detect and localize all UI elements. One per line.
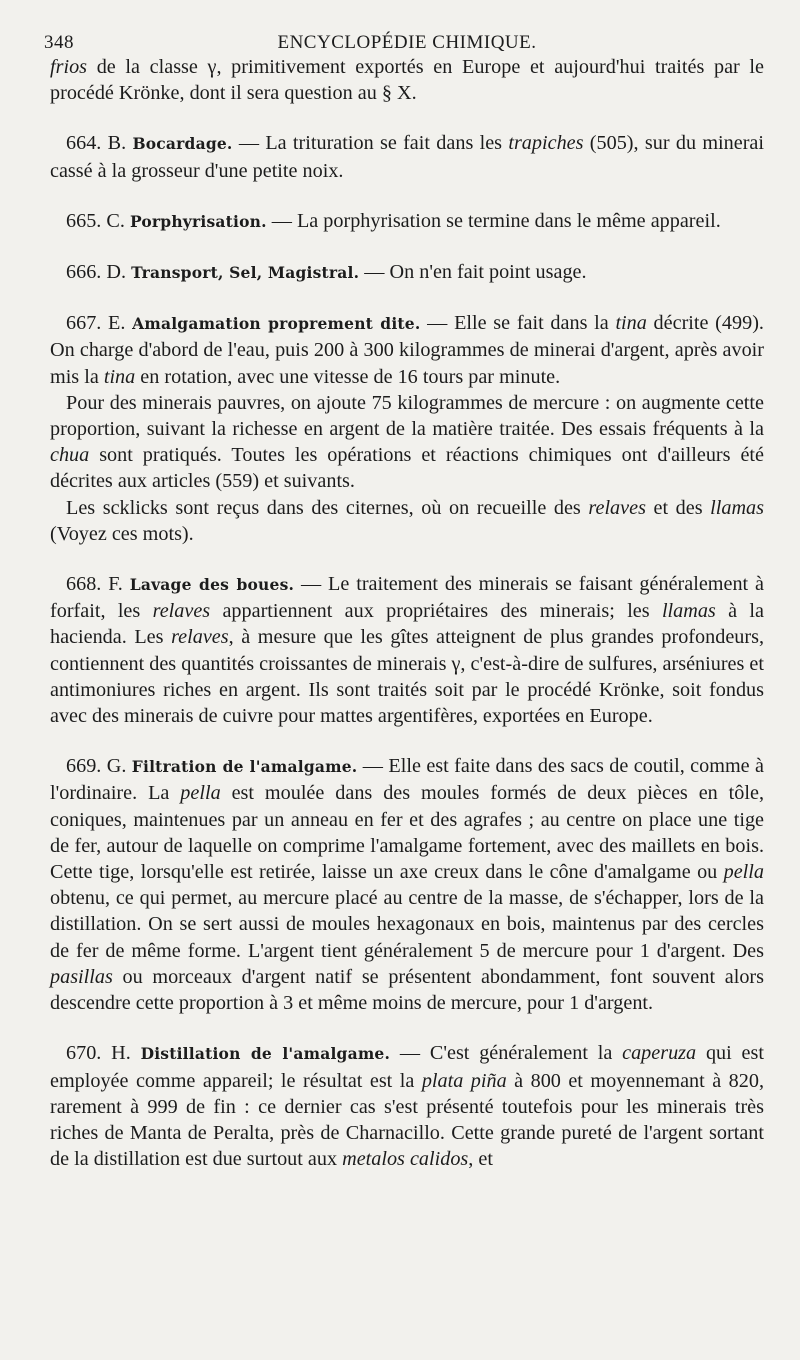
- italic-term: llamas: [710, 496, 764, 519]
- section-heading: Porphyrisation.: [129, 211, 267, 231]
- text-run: , et: [468, 1148, 493, 1171]
- italic-term: plata piña: [421, 1069, 507, 1092]
- text-run: (Voyez ces mots).: [50, 522, 194, 545]
- text-run: (505), sur du minerai cassé à la grosseur d'une petite noix.: [50, 132, 764, 182]
- section-heading: Bocardage.: [132, 134, 233, 154]
- section-number: 665. C.: [66, 209, 130, 232]
- italic-term: tina: [615, 312, 647, 335]
- italic-term: pella: [723, 861, 764, 884]
- italic-term: relaves: [588, 496, 646, 519]
- italic-term: relaves: [171, 626, 229, 649]
- running-title: ENCYCLOPÉDIE CHIMIQUE.: [277, 32, 537, 53]
- running-header: [44, 28, 764, 54]
- section-668: [50, 571, 764, 729]
- section-666: [50, 259, 764, 286]
- section-669: [50, 753, 764, 1016]
- text-run: à la hacienda. Les: [50, 600, 764, 649]
- text-run: , à mesure que les gîtes atteignent de plus grandes profondeurs, contiennent des quantités croissantes de minerais γ, c'est-à-dire de sulfures, arséniures et antimoniures riches en argent. Ils sont traités soit par le procédé Krönke, soit fondus avec des minerais de cuivre pour mattes argentifères, exportées en Europe.: [50, 626, 764, 728]
- section-665: [50, 208, 764, 235]
- text-run: est moulée dans des moules formés de deux pièces en tôle, coniques, maintenues par un anneau en fer et des agrafes ; au centre on place une tige de fer, autour de laquelle on comprime l'amalgame fortement, avec des maillets en bois. Cette tige, lorsqu'elle est retirée, laisse un axe creux dans le cône d'amalgame ou: [50, 782, 764, 884]
- text-run: — C'est généralement la: [390, 1042, 623, 1065]
- italic-term: tina: [103, 365, 136, 388]
- text-run: Pour des minerais pauvres, on ajoute 75 kilogrammes de mercure : on augmente cette proportion, suivant la richesse en argent de la matière traitée. Des essais fréquents à la: [50, 391, 764, 441]
- text-run: — Elle est faite dans des sacs de coutil, comme à l'ordinaire. La: [50, 755, 764, 805]
- paragraph-continuation: [50, 54, 764, 106]
- paragraph: [50, 495, 764, 547]
- text-run: — Elle se fait dans la: [420, 312, 616, 335]
- italic-term: metalos calidos: [342, 1148, 469, 1171]
- text-run: appartiennent aux propriétaires des minerais; les: [210, 600, 662, 623]
- italic-term: frios: [50, 56, 88, 78]
- text-run: Les scklicks sont reçus dans des citernes, où on recueille des: [66, 496, 589, 519]
- section-664: [50, 130, 764, 183]
- text-run: décrite (499). On charge d'abord de l'eau, puis 200 à 300 kilogrammes de minerai d'argent, après avoir mis la: [50, 312, 764, 388]
- italic-term: caperuza: [622, 1042, 697, 1065]
- section-heading: Transport, Sel, Magistral.: [131, 263, 360, 283]
- section-heading: Lavage des boues.: [129, 575, 295, 595]
- section-heading: Distillation de l'amalgame.: [140, 1044, 391, 1064]
- section-number: 670. H.: [66, 1042, 141, 1065]
- text-run: sont pratiqués. Toutes les opérations et réactions chimiques ont d'ailleurs été décrites aux articles (559) et suivants.: [50, 444, 764, 493]
- paragraph: [50, 390, 764, 495]
- page-body: [50, 54, 764, 1172]
- italic-term: chua: [50, 444, 90, 467]
- italic-term: pella: [180, 782, 221, 805]
- text-run: en rotation, avec une vitesse de 16 tours par minute.: [135, 365, 561, 388]
- text-run: à 800 et moyennemant à 820, rarement à 999 de fin : ce dernier cas s'est présenté toutefois pour les minerais très riches de Manta de Peralta, près de Charnacillo. Cette grande pureté de l'argent sortant de la distillation est due surtout aux: [50, 1069, 764, 1171]
- section-heading: Amalgamation proprement dite.: [132, 314, 421, 334]
- section-number: 664. B.: [66, 132, 133, 155]
- text-run: — La trituration se fait dans les: [232, 132, 509, 155]
- section-667: [50, 310, 764, 390]
- text-run: de la classe γ, primitivement exportés en Europe et aujourd'hui traités par le procédé Krönke, dont il sera question au § X.: [50, 56, 764, 105]
- text-run: obtenu, ce qui permet, au mercure placé au centre de la masse, de s'échapper, lors de la distillation. On se sert aussi de moules hexagonaux en bois, maintenus par des cercles de fer de même forme. L'argent tient généralement 5 de mercure pour 1 d'argent. Des: [50, 887, 764, 962]
- text-run: — Le traitement des minerais se faisant généralement à forfait, les: [50, 573, 764, 623]
- section-number: 666. D.: [66, 261, 132, 284]
- italic-term: trapiches: [508, 132, 584, 155]
- text-run: qui est employée comme appareil; le résultat est la: [50, 1042, 764, 1092]
- page-number: 348: [44, 32, 74, 53]
- section-number: 669. G.: [66, 755, 132, 778]
- italic-term: pasillas: [50, 965, 113, 988]
- text-run: — On n'en fait point usage.: [359, 261, 587, 284]
- section-heading: Filtration de l'amalgame.: [131, 757, 358, 777]
- section-number: 668. F.: [66, 573, 130, 596]
- text-run: — La porphyrisation se termine dans le même appareil.: [266, 209, 721, 232]
- section-number: 667. E.: [66, 312, 133, 335]
- text-run: ou morceaux d'argent natif se présentent abondamment, font souvent alors descendre cette proportion à 3 et même moins de mercure, pour 1 d'argent.: [50, 965, 764, 1015]
- italic-term: llamas: [661, 600, 716, 623]
- italic-term: relaves: [152, 600, 211, 623]
- text-run: et des: [645, 496, 711, 519]
- section-670: [50, 1040, 764, 1172]
